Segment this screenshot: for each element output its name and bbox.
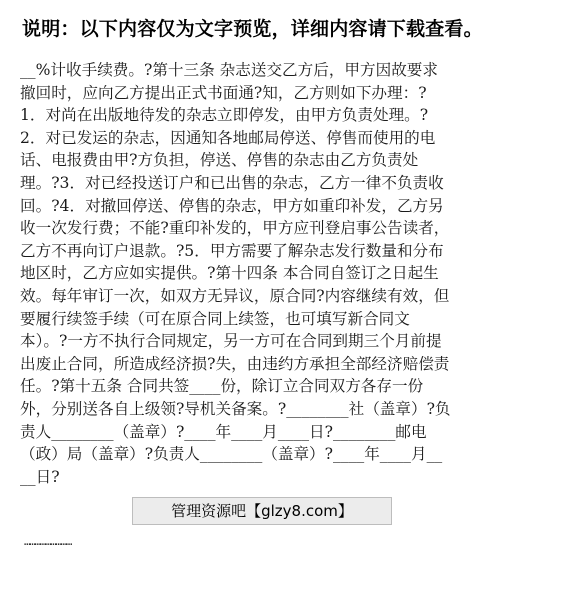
body-line: 2．对已发运的杂志，因通知各地邮局停送、停售而使用的电: [20, 128, 436, 147]
body-line: 外，分别送各自上级领?导机关备案。?________社（盖章）?负: [20, 399, 451, 418]
body-line: 效。每年审订一次，如双方无异议，原合同?内容继续有效，但: [20, 286, 450, 305]
body-line: 回。?4．对撤回停送、停售的杂志，甲方如重印补发，乙方另: [20, 196, 444, 215]
body-line: 收一次发行费；不能?重印补发的，甲方应刊登启事公告读者，: [20, 219, 450, 238]
watermark-banner: 管理资源吧【glzy8.com】: [132, 497, 392, 525]
body-line: __%计收手续费。?第十三条 杂志送交乙方后，甲方因故要求: [20, 61, 438, 79]
document-body: [20, 59, 560, 488]
body-line: 任。?第十五条 合同共签____份，除订立合同双方各存一份: [20, 377, 424, 396]
body-line: 出废止合同，所造成经济损?失，由违约方承担全部经济赔偿责: [20, 354, 450, 373]
trailing-dots: ………………………: [24, 535, 72, 548]
body-line: 地区时，乙方应如实提供。?第十四条 本合同自签订之日起生: [20, 264, 439, 283]
body-line: 话、电报费由甲?方负担，停送、停售的杂志由乙方负责处: [20, 151, 419, 170]
body-line: 要履行续签手续（可在原合同上续签，也可填写新合同文: [20, 309, 410, 328]
body-line: 理。?3．对已经投送订户和已出售的杂志，乙方一律不负责收: [20, 173, 444, 192]
body-line: 撤回时，应向乙方提出正式书面通?知，乙方则如下办理：?: [20, 83, 427, 102]
body-line: 本）。?一方不执行合同规定，另一方可在合同到期三个月前提: [20, 332, 442, 351]
preview-notice: 说明：以下内容仅为文字预览，详细内容请下载查看。: [22, 18, 483, 40]
body-line: 1．对尚在出版地待发的杂志立即停发，由甲方负责处理。?: [20, 106, 429, 125]
body-line: __日?: [20, 467, 60, 486]
body-line: （政）局（盖章）?负责人________（盖章）?____年____月__: [20, 445, 443, 464]
body-line: 责人________（盖章）?____年____月____日?________邮电: [20, 422, 427, 441]
body-line: 乙方不再向订户退款。?5．甲方需要了解杂志发行数量和分布: [20, 241, 444, 260]
